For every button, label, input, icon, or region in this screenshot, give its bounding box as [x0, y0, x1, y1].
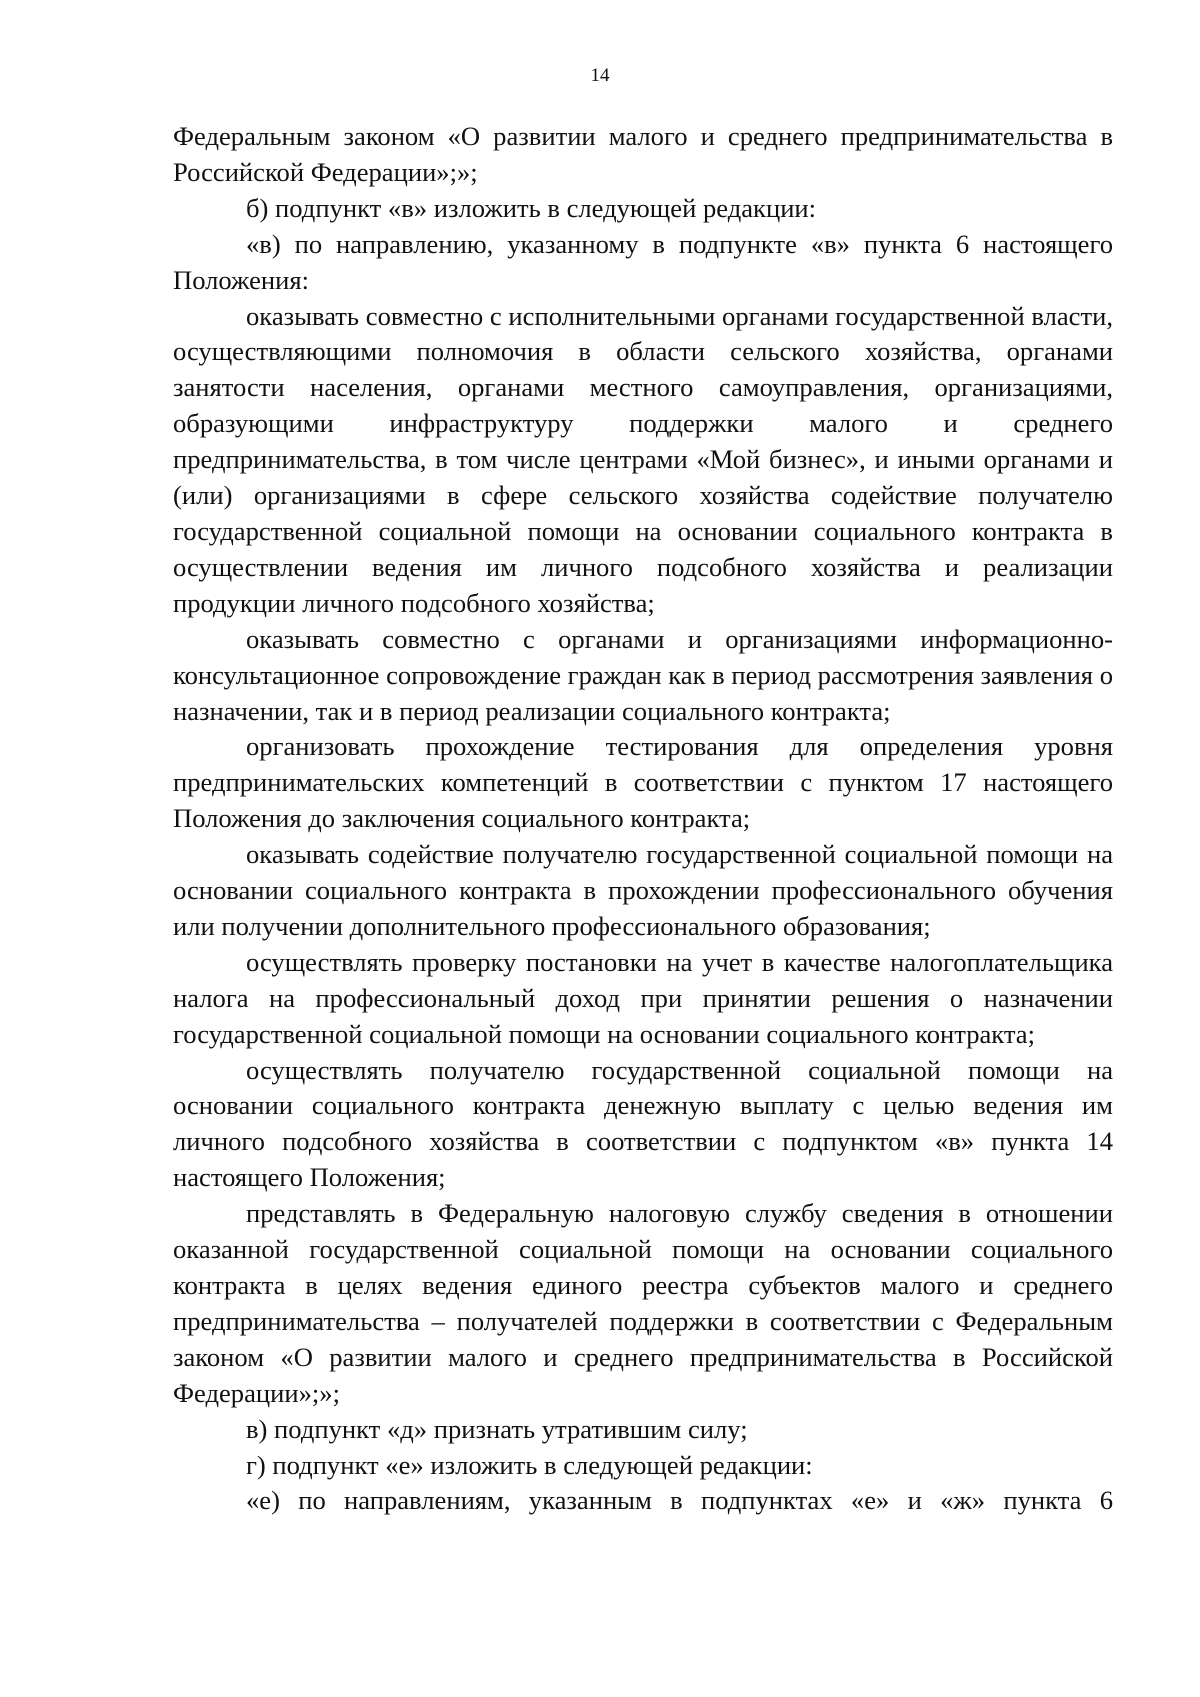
paragraph: оказывать совместно с органами и организациями информационно-консультационное сопровождение граждан как в период рассмотрения заявления о назначении, так и в период реализации социального контракта; — [173, 623, 1113, 726]
paragraph: Федеральным законом «О развитии малого и среднего предпринимательства в Российской Федерации»;»; — [173, 121, 1113, 187]
page-number: 14 — [590, 65, 610, 86]
paragraph: представлять в Федеральную налоговую службу сведения в отношении оказанной государственной социальной помощи на основании социального контракта в целях ведения единого реестра субъектов малого и среднего предпринимательства – получателей поддержки в соответствии с Федеральным законом «О развитии малого и среднего предпринимательства в Российской Федерации»;»; — [173, 1198, 1113, 1408]
paragraph: организовать прохождение тестирования для определения уровня предпринимательских компетенций в соответствии с пунктом 17 настоящего Положения до заключения социального контракта; — [173, 731, 1113, 834]
paragraph: «е) по направлениям, указанным в подпунктах «е» и «ж» пункта 6 — [246, 1485, 1113, 1516]
paragraph: оказывать содействие получателю государственной социальной помощи на основании социального контракта в прохождении профессионального обучения или получении дополнительного профессионального образования; — [173, 839, 1113, 941]
paragraph: б) подпункт «в» изложить в следующей редакции: — [246, 192, 817, 223]
paragraph: г) подпункт «е» изложить в следующей редакции: — [246, 1449, 813, 1480]
paragraph: осуществлять проверку постановки на учет в качестве налогоплательщика налога на профессиональный доход при принятии решения о назначении государственной социальной помощи на основании социального контракта; — [173, 946, 1113, 1049]
paragraph: осуществлять получателю государственной социальной помощи на основании социального контракта денежную выплату с целью ведения им личного подсобного хозяйства в соответствии с подпунктом «в» пункта 14 настоящего Положения; — [173, 1054, 1113, 1193]
paragraph: оказывать совместно с исполнительными органами государственной власти, осуществляющими полномочия в области сельского хозяйства, органами занятости населения, органами местного самоуправления, организациями, образующими инфраструктуру поддержки малого и среднего предпринимательства, в том числе центрами «Мой бизнес», и иными органами и (или) организациями в сфере сельского хозяйства содействие получателю государственной социальной помощи на основании социального контракта в осуществлении ведения им личного подсобного хозяйства и реализации продукции личного подсобного хозяйства; — [173, 300, 1113, 618]
paragraph: «в) по направлению, указанному в подпункте «в» пункта 6 настоящего Положения: — [173, 228, 1113, 295]
paragraph: в) подпункт «д» признать утратившим силу; — [246, 1413, 748, 1444]
document-body — [173, 119, 1113, 1519]
